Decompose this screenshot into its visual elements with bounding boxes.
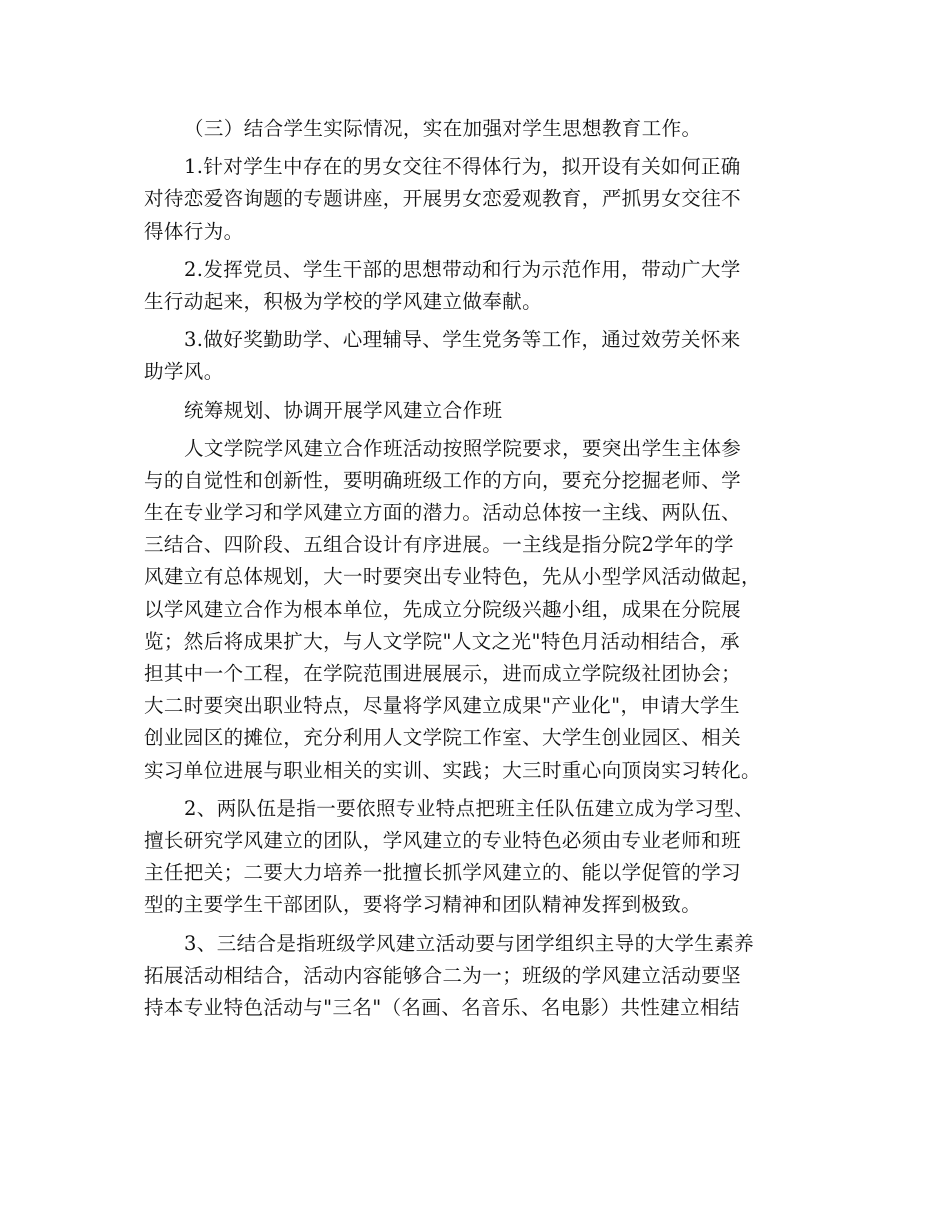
text-line: 创业园区的摊位，充分利用人文学院工作室、大学生创业园区、相关: [144, 726, 742, 750]
text-line: 3、三结合是指班级学风建立活动要与团学组织主导的大学生素养: [184, 931, 755, 955]
text-line: 生行动起来，积极为学校的学风建立做奉献。: [144, 289, 543, 313]
text-line: 担其中一个工程，在学院范围进展展示，进而成立学院级社团协会；: [144, 662, 742, 685]
text-line: 生在专业学习和学风建立方面的潜力。活动总体按一主线、两队伍、: [144, 501, 742, 525]
text-line: 三结合、四阶段、五组合设计有序进展。一主线是指分院2学年的学: [144, 533, 734, 557]
text-line: 得体行为。: [144, 219, 244, 243]
text-line: 与的自觉性和创新性，要明确班级工作的方向，要充分挖掘老师、学: [144, 468, 742, 492]
document-body: [144, 113, 824, 1024]
text-line: 览；然后将成果扩大，与人文学院"人文之光"特色月活动相结合，承: [144, 629, 740, 653]
text-line: 实习单位进展与职业相关的实训、实践；大三时重心向顶岗实习转化。: [144, 758, 761, 782]
text-line: （三）结合学生实际情况，实在加强对学生思想教育工作。: [184, 117, 702, 140]
text-line: 2.发挥党员、学生干部的思想带动和行为示范作用，带动广大学: [184, 257, 741, 281]
text-line: 拓展活动相结合，活动内容能够合二为一；班级的学风建立活动要坚: [144, 963, 742, 987]
text-line: 擅长研究学风建立的团队，学风建立的专业特色必须由专业老师和班: [144, 828, 742, 852]
text-line: 助学风。: [144, 360, 224, 384]
text-line: 主任把关；二要大力培养一批擅长抓学风建立的、能以学促管的学习: [144, 861, 742, 885]
text-line: 1.针对学生中存在的男女交往不得体行为，拟开设有关如何正确: [184, 155, 741, 179]
text-line: 2、两队伍是指一要依照专业特点把班主任队伍建立成为学习型、: [184, 796, 755, 820]
text-line: 对待恋爱咨询题的专题讲座，开展男女恋爱观教育，严抓男女交往不: [144, 187, 742, 211]
text-line: 人文学院学风建立合作班活动按照学院要求，要突出学生主体参: [184, 436, 742, 460]
text-line: 型的主要学生干部团队，要将学习精神和团队精神发挥到极致。: [144, 893, 702, 917]
text-line: 风建立有总体规划，大一时要突出专业特色，先从小型学风活动做起，: [144, 565, 761, 589]
text-line: 3.做好奖勤助学、心理辅导、学生党务等工作，通过效劳关怀来: [184, 328, 741, 352]
text-line: 统筹规划、协调开展学风建立合作班: [184, 398, 503, 422]
text-line: 持本专业特色活动与"三名"（名画、名音乐、名电影）共性建立相结: [144, 995, 740, 1019]
text-line: 以学风建立合作为根本单位，先成立分院级兴趣小组，成果在分院展: [144, 597, 742, 621]
text-line: 大二时要突出职业特点，尽量将学风建立成果"产业化"，申请大学生: [144, 694, 740, 718]
